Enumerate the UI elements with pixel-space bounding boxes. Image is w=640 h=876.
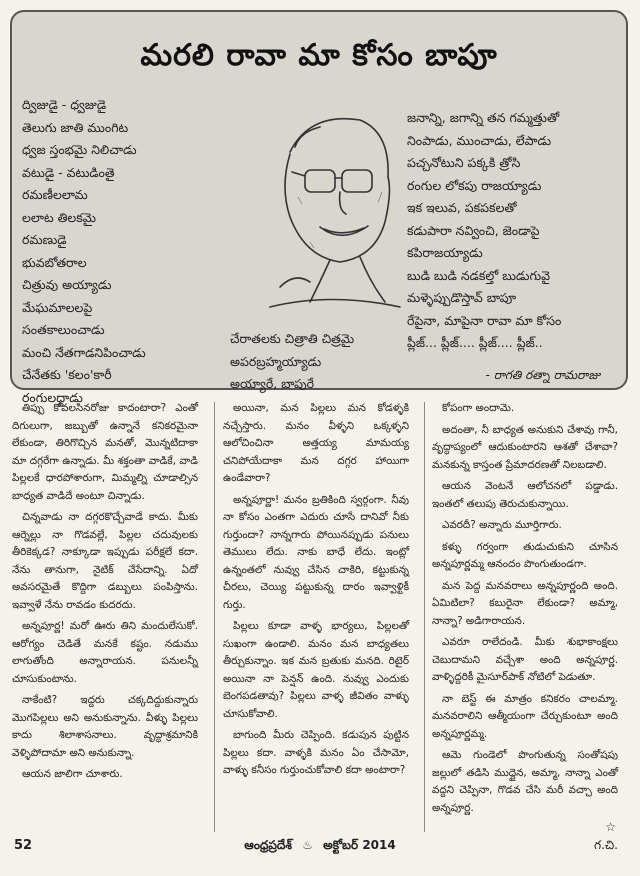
poem-right-column	[407, 107, 561, 355]
footer-initials: గ.చి.	[594, 838, 618, 852]
issue-date: అక్టోబర్ 2014	[323, 838, 396, 852]
poem-line: అపరబ్రహ్మయ్యాడు	[230, 353, 322, 369]
poem-title: మరలి రావా మా కోసం బాపూ	[140, 38, 498, 73]
poem-middle-column	[230, 328, 354, 396]
article-paragraph: ఎవరూ రాలేదండి. మీకు శుభాకాంక్షలు చెబుదామని వచ్చేశా అంది అన్నపూర్ణ. వాళ్ళిద్దరికీ మైసూర్‌పాక్ నోటిలో పెడుతూ.	[432, 636, 618, 683]
magazine-masthead	[0, 838, 640, 855]
article-paragraph: అన్నపూర్ణ! మరో ఊరు తిని మందులేసుకో. ఆరోగ్యం చెడితే మనకే కష్టం. నడుము లాగుతోంది అన్నారాయన. పనులన్నీ చూసుకుంటాను.	[12, 620, 198, 685]
lamp-icon: ♨	[302, 838, 313, 852]
poem-line: ధ్వజ స్తంభమై నిలిచాడు	[22, 142, 137, 157]
poem-line: మంచి నేతగాడనిపించాడు	[22, 344, 146, 360]
article-paragraph: నా బెస్ట్ ఈ మాత్రం కనికరం చాలమ్మా. మనవరాలిని ఆత్మీయంగా చేర్చుకుంటూ అంది అన్నపూర్ణమ్మ.	[432, 692, 618, 740]
poem-line: రంగుల లోకపు రాజయ్యాడు	[407, 177, 542, 193]
poem-line: కపిరాజయ్యాడు	[407, 245, 483, 260]
article-column-3	[432, 400, 618, 821]
page-footer	[0, 836, 640, 866]
column-divider	[214, 402, 215, 832]
poem-line: చేరాతలకు చిత్రాతి చిత్రమై	[230, 331, 355, 346]
bapu-portrait-sketch	[250, 92, 410, 317]
article-paragraph: మన పెద్ద మనవరాలు అన్నపూర్ణంది అంది. ఏమిటిలా? కబురైనా లేకుండా? అమ్మా, నాన్నా? అడిగారాయన.	[432, 579, 618, 627]
column-divider	[424, 402, 425, 832]
poem-line: తెలుగు జాతి ముంగిట	[22, 119, 129, 135]
poem-line: చిత్రువు అయ్యాడు	[22, 277, 112, 292]
poem-line: కడుపారా నవ్వించి, జెండాపై	[407, 222, 540, 238]
article-paragraph: అన్నపూర్ణా! మనం బ్రతికింది స్వర్గంగా. నీవు నా కోసం ఎంతగా ఎదురు చూసే దానివో నీకు గుర్తుందా? నాన్నగారు పోయినప్పుడు పనులు తెములు లేదు. నాకు బాధే లేదు. ఇంట్లో ఉన్నంతలో నువ్వు చేసిన చాకిరి, కట్టుకున్న చీరలు, చెయ్యి పట్టుకున్న దారం ఇవ్వాళ్టికీ గుర్తు.	[223, 493, 409, 611]
poem-line: బుడి బుడి నడకల్తో బుడుగువై	[407, 267, 551, 283]
poem-line: నింపాడు, ముంచాడు, లేపాడు	[407, 132, 552, 148]
article-paragraph: చిన్నవాడు నా దగ్గరకొచ్చేవాడే కాదు. మీకు ఆర్నెల్లు నా గొడవల్లే, పిల్లల చదువులకు తీరికెక్కడ? నాక్కూడా ఇప్పుడు పరీక్షలే కదా. నేను తానుగా, నైటిక్ చేసేదాన్ని. ఏదో అవసరమైతే కొద్దిగా డబ్బులు పంపిస్తాను. ఇవ్వాళే నేను రావడం కుదరదు.	[12, 511, 198, 611]
poem-line: మేఘమాలలపై	[22, 299, 93, 315]
poem-author: - రాగతి రత్నా రామరాజు	[485, 368, 600, 382]
poem-line: పచ్చనోటుని పక్కకి త్రోసి	[407, 155, 521, 170]
end-star-icon: ☆	[605, 820, 616, 834]
poem-line: చేనేతకు 'కలం'కారీ	[22, 367, 112, 382]
poem-line: రమణీలలామ	[22, 187, 88, 202]
article-paragraph: అదంతా, నీ బాధ్యత అనుకుని చేశావు గానీ, వృద్ధాప్యంలో ఆదుకుంటారని ఆశతో చేశావా? మనకున్న కాస్తంత ప్రేమాదరణతో నిలబడాలి.	[432, 423, 618, 471]
poem-line: అయ్యారే, బాపురే	[230, 376, 315, 391]
article-paragraph: ఆమె గుండెలో పొంగుతున్న సంతోషపు జల్లులో తడిసి ముద్దైన, అమ్మా, నాన్నా ఎంతో వద్దని చెప్పినా, గొడవ చేసి మరీ వచ్చా అంది అన్నపూర్ణ.	[432, 749, 618, 814]
poem-line: లలాట తిలకమై	[22, 209, 96, 225]
article-paragraph: కళ్ళు గర్వంగా తుడుచుకుని చూసిన అన్నపూర్ణమ్మ ఆనందం పొంగుతుండగా.	[432, 540, 618, 570]
article-paragraph: అయినా, మన పిల్లలు మన కోడళ్ళకి నచ్చేస్తారు. మనం వీళ్ళని ఒక్కళ్ళని ఆలోచించినా అత్తయ్య మామయ్య చనిపోయేదాకా మన దగ్గర హాయిగా ఉండేవారా?	[223, 402, 409, 484]
article-paragraph: నాకేంటి? ఇద్దరు చక్కదిద్దుకున్నారు మొగపిల్లలు అని అనుకున్నాను. వీళ్ళు పిల్లలు కాదు శిలాశాసనాలు. వృద్ధాశ్రమానికి వెళ్ళిపోదామా అని అనుకున్నా.	[12, 694, 198, 759]
poem-line: ప్లీజ్... ప్లీజ్.... ప్లీజ్.... ప్లీజ్..	[407, 335, 543, 350]
poem-line: రంగులద్దాడు	[22, 389, 83, 405]
poem-line: భువబోతరాల	[22, 254, 87, 270]
poem-line: మళ్ళెప్పుడొస్తావ్ బాపూ	[407, 290, 517, 305]
poem-line: రేపైనా, మాపైనా రావా మా కోసం	[407, 312, 562, 328]
poem-line: జనాన్ని, జగాన్ని తన గమ్మత్తుతో	[407, 110, 560, 125]
article-paragraph: బాగుంది మీరు చెప్పింది. కడుపున పుట్టిన పిల్లలు కదా. వాళ్ళకి మనం ఏం చేసామో, వాళ్ళు కనీసం గుర్తుంచుకోవాలి కదా అంటారా?	[223, 729, 409, 776]
poem-left-column	[22, 94, 146, 409]
poem-line: రమణుడై	[22, 232, 67, 247]
article-paragraph: ఆయన వెంటనే ఆలోచనలో పడ్డాడు. ఇంతలో తలుపు తెరుచుకున్నాయి.	[432, 480, 618, 510]
article-paragraph: ఎవరదీ? అన్నారు మూర్తిగారు.	[442, 519, 562, 531]
article-paragraph: తిప్పు కోవలసినరోజు కాదంటారా? ఎంతో దిగులుగా, జబ్బుతో ఉన్నానే కనికరమైనా లేకుండా, తిరిగొచ్చిన మనతో, మొన్నటిదాకా మా దగ్గరేగా ఉన్నాడు. మీ శక్తంతా వాడికే, వాడి పిల్లలకే ధారపోశారుగా, మిమ్మల్ని చూడాల్సిన బాధ్యత వాడిదే అంటూ చిన్నాడు.	[12, 402, 198, 502]
magazine-name: ఆంధ్రప్రదేశ్	[244, 838, 293, 852]
poem-line: ఇక ఇలువ, పకపకలతో	[407, 200, 517, 215]
poem-line: వటుడై - వటుడింతై	[22, 164, 115, 180]
article-paragraph: పిల్లలు కూడా వాళ్ళ భార్యలు, పిల్లలతో సుఖంగా ఉండాలి. మనం మన బాధ్యతలు తీర్చుకున్నాం. ఇక మన బ్రతుకు మనది. రిటైర్ అయినా నా పెన్షన్ ఉంది. నువ్వు ఎందుకు బెంగపడతావు? పిల్లలు వాళ్ళ జీవితం వాళ్ళు చూసుకోవాలి.	[223, 620, 409, 720]
poem-line: సంతకాలుంచాడు	[22, 322, 105, 337]
page-number: 52	[14, 838, 33, 853]
article-column-1	[12, 400, 198, 788]
article-paragraph: కోపంగా అందామె.	[442, 402, 515, 414]
article-paragraph: ఆయన జాలిగా చూశారు.	[22, 768, 123, 780]
article-column-2	[223, 400, 409, 784]
poem-line: ద్విజుడై - ధ్వజుడై	[22, 97, 107, 112]
poem-box	[10, 10, 628, 405]
